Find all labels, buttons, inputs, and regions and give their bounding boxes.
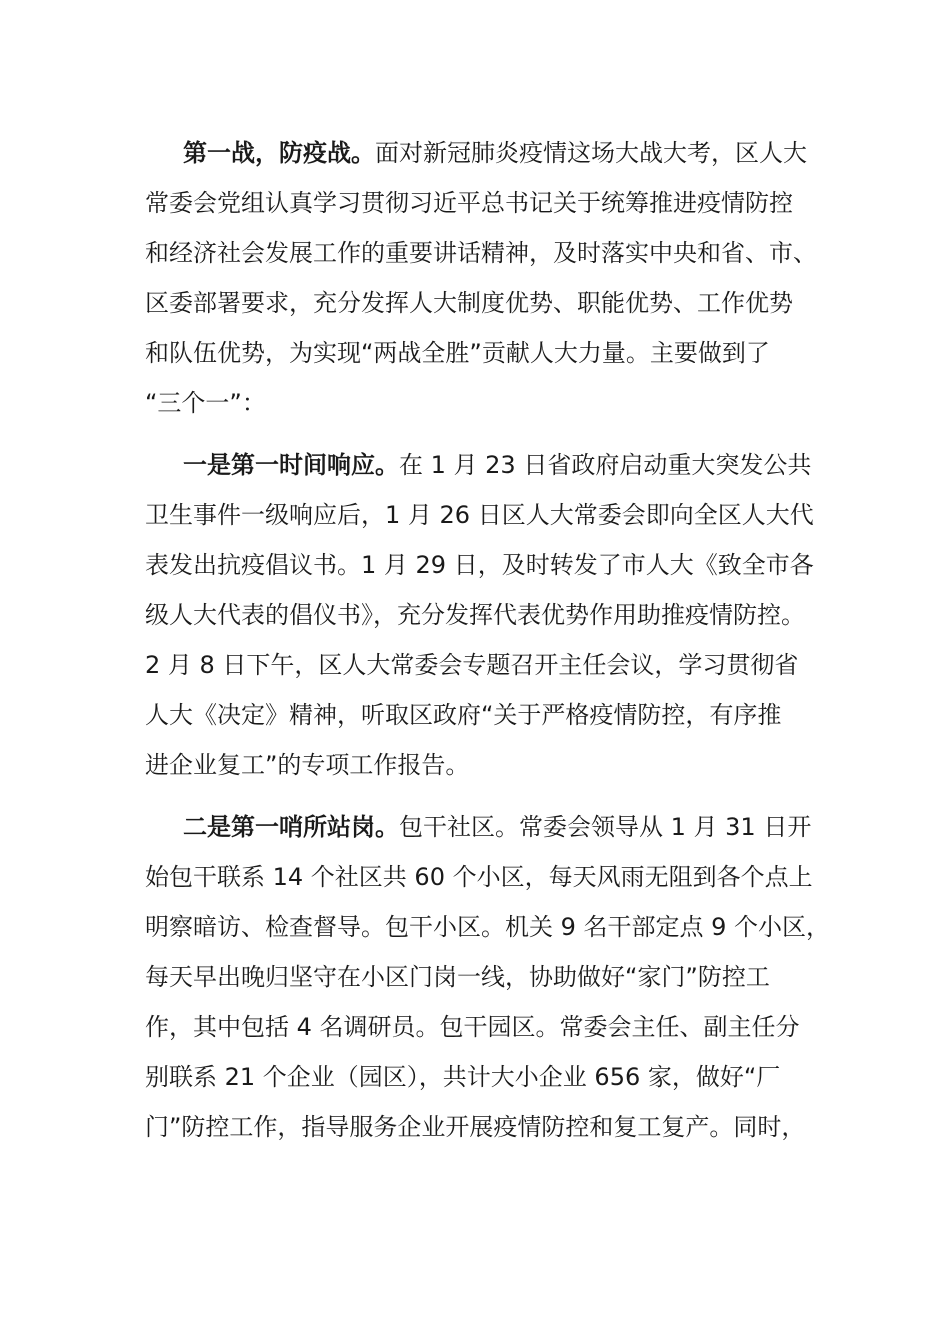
paragraph-line: 常委会党组认真学习贯彻习近平总书记关于统筹推进疫情防控 (145, 189, 793, 217)
paragraph-line: 第一战，防疫战。面对新冠肺炎疫情这场大战大考，区人大 (183, 139, 807, 167)
paragraph-line: 和经济社会发展工作的重要讲话精神，及时落实中央和省、市、 (145, 239, 817, 267)
paragraph-line: 别联系 21 个企业（园区），共计大小企业 656 家，做好“厂 (145, 1063, 781, 1091)
paragraph-line: 区委部署要求，充分发挥人大制度优势、职能优势、工作优势 (145, 289, 793, 317)
paragraph-line: 二是第一哨所站岗。包干社区。常委会领导从 1 月 31 日开 (183, 813, 812, 841)
paragraph-line: 人大《决定》精神，听取区政府“关于严格疫情防控，有序推 (145, 701, 782, 729)
paragraph-heading: 二是第一哨所站岗。 (183, 813, 399, 841)
paragraph-line: 明察暗访、检查督导。包干小区。机关 9 名干部定点 9 个小区， (145, 913, 831, 941)
paragraph-line: 和队伍优势，为实现“两战全胜”贡献人大力量。主要做到了 (145, 339, 770, 367)
paragraph-heading: 第一战，防疫战。 (183, 139, 375, 167)
paragraph-heading: 一是第一时间响应。 (183, 451, 399, 479)
paragraph-line: 进企业复工”的专项工作报告。 (145, 751, 470, 779)
paragraph-line: 2 月 8 日下午，区人大常委会专题召开主任会议，学习贯彻省 (145, 651, 799, 679)
paragraph-line: 级人大代表的倡仪书》，充分发挥代表优势作用助推疫情防控。 (145, 601, 805, 629)
paragraph-first-post (145, 802, 831, 1152)
paragraph-line: 表发出抗疫倡议书。1 月 29 日，及时转发了市人大《致全市各 (145, 551, 814, 579)
paragraph-line: 作，其中包括 4 名调研员。包干园区。常委会主任、副主任分 (145, 1013, 800, 1041)
paragraph-line: 门”防控工作，指导服务企业开展疫情防控和复工复产。同时， (145, 1113, 806, 1141)
paragraph-epidemic-battle (145, 128, 825, 428)
paragraph-line: 卫生事件一级响应后，1 月 26 日区人大常委会即向全区人大代 (145, 501, 814, 529)
paragraph-first-response (145, 440, 825, 790)
paragraph-line: “三个一”： (145, 389, 266, 417)
paragraph-line: 始包干联系 14 个社区共 60 个小区，每天风雨无阻到各个点上 (145, 863, 813, 891)
paragraph-line: 一是第一时间响应。在 1 月 23 日省政府启动重大突发公共 (183, 451, 812, 479)
paragraph-line: 每天早出晚归坚守在小区门岗一线，协助做好“家门”防控工 (145, 963, 770, 991)
document-body (145, 128, 831, 1164)
